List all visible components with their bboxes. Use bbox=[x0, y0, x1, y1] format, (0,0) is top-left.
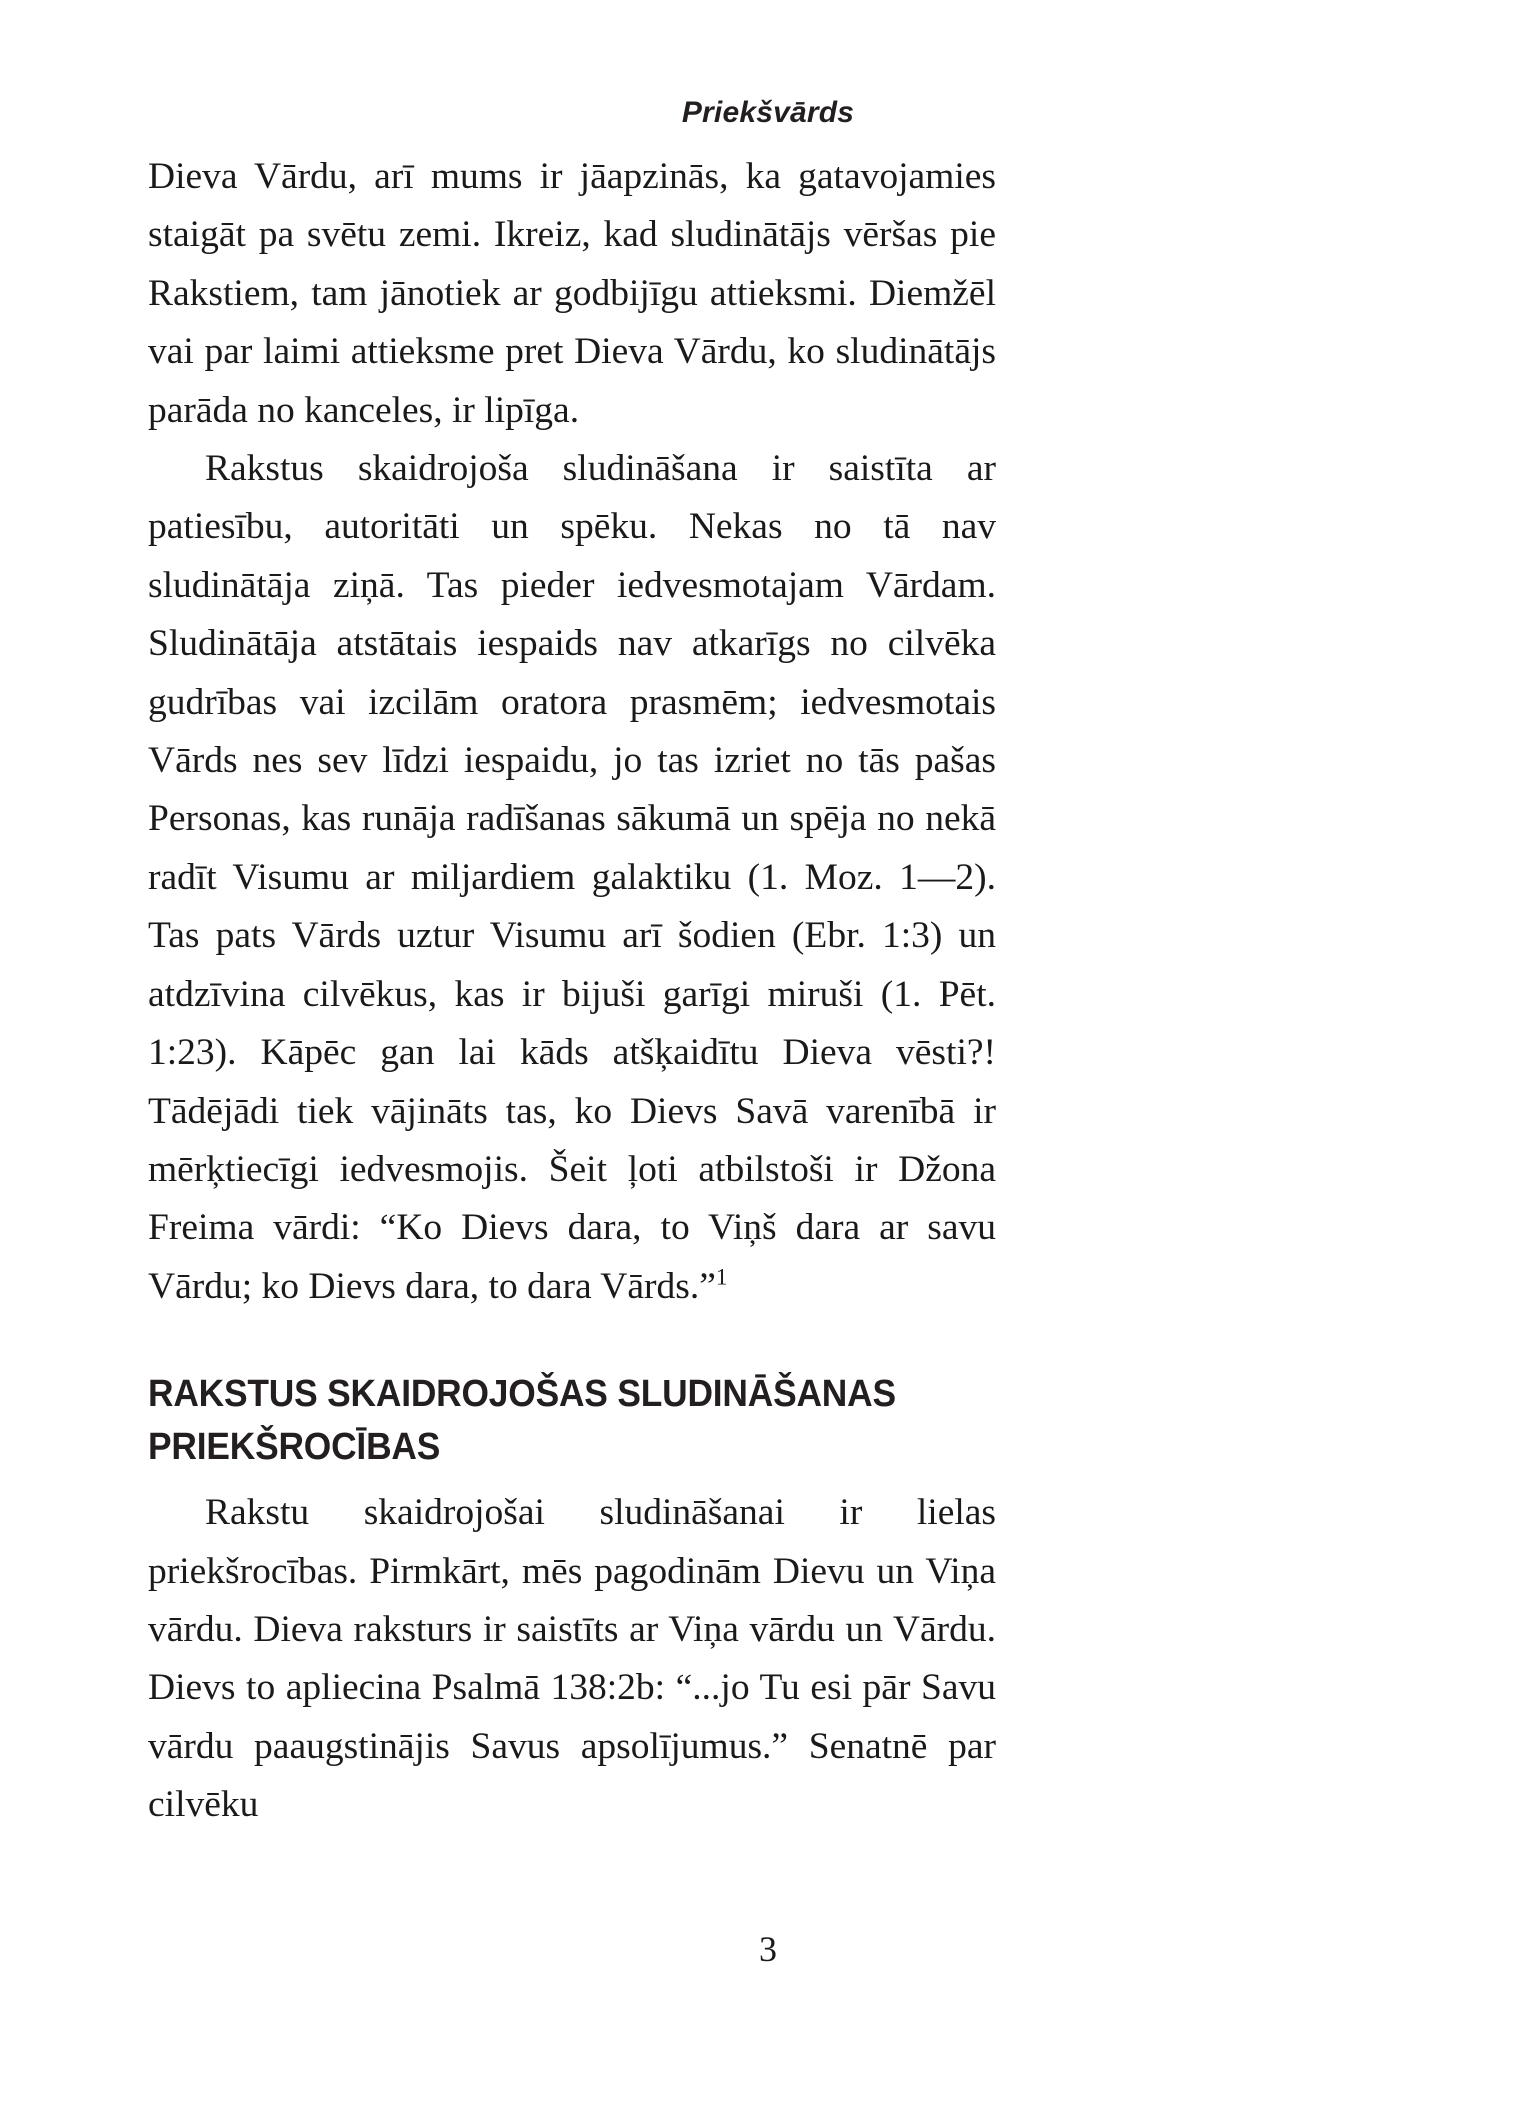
paragraph-advantages: Rakstu skaidrojošai sludināšanai ir lielas priekšrocības. Pirmkārt, mēs pagodinām Dievu un Viņa vārdu. Dieva raksturs ir saistīts ar Viņa vārdu un Vārdu. Dievs to apliecina Psalmā 138:2b: “...jo Tu esi pār Savu vārdu paaugstinājis Savus apsolījumus.” Senatnē par cilvēku bbox=[148, 1492, 996, 1826]
running-header-title: Priekšvārds bbox=[681, 96, 855, 129]
paragraph-expository-preaching bbox=[148, 440, 996, 1316]
text-column bbox=[148, 148, 996, 1835]
section-heading-line-1: RAKSTUS SKAIDROJOŠAS SLUDINĀŠANAS bbox=[148, 1373, 896, 1416]
footnote-marker: 1 bbox=[715, 1264, 728, 1291]
section-heading-line-2: PRIEKŠROCĪBAS bbox=[148, 1426, 441, 1469]
section-heading bbox=[148, 1368, 937, 1474]
page-number: 3 bbox=[759, 1929, 777, 1969]
heading-spacer bbox=[148, 1474, 996, 1484]
paragraph-continuation: Dieva Vārdu, arī mums ir jāapzinās, ka gatavojamies staigāt pa svētu zemi. Ikreiz, kad sludinātājs vēršas pie Rakstiem, tam jānotiek ar godbijīgu attieksmi. Diemžēl vai par laimi attieksme pret Dieva Vārdu, ko sludinātājs parāda no kanceles, ir lipīga. bbox=[148, 156, 996, 431]
paragraph-text: Rakstus skaidrojoša sludināšana ir saistīta ar patiesību, autoritāti un spēku. Nekas no tā nav sludinātāja ziņā. Tas pieder iedvesmotajam Vārdam. Sludinātāja atstātais iespaids nav atkarīgs no cilvēka gudrības vai izcilām oratora prasmēm; iedvesmotais Vārds nes sev līdzi iespaidu, jo tas izriet no tās pašas Personas, kas runāja radīšanas sākumā un spēja no nekā radīt Visumu ar miljardiem galaktiku (1. Moz. 1—2). Tas pats Vārds uztur Visumu arī šodien (Ebr. 1:3) un atdzīvina cilvēkus, kas ir bijuši garīgi miruši (1. Pēt. 1:23). Kāpēc gan lai kāds atšķaidītu Dieva vēsti?! Tādējādi tiek vājināts tas, ko Dievs Savā varenībā ir mērķtiecīgi iedvesmojis. Šeit ļoti atbilstoši ir Džona Freima vārdi: “Ko Dievs dara, to Viņš dara ar savu Vārdu; ko Dievs dara, to dara Vārds.” bbox=[148, 448, 996, 1307]
